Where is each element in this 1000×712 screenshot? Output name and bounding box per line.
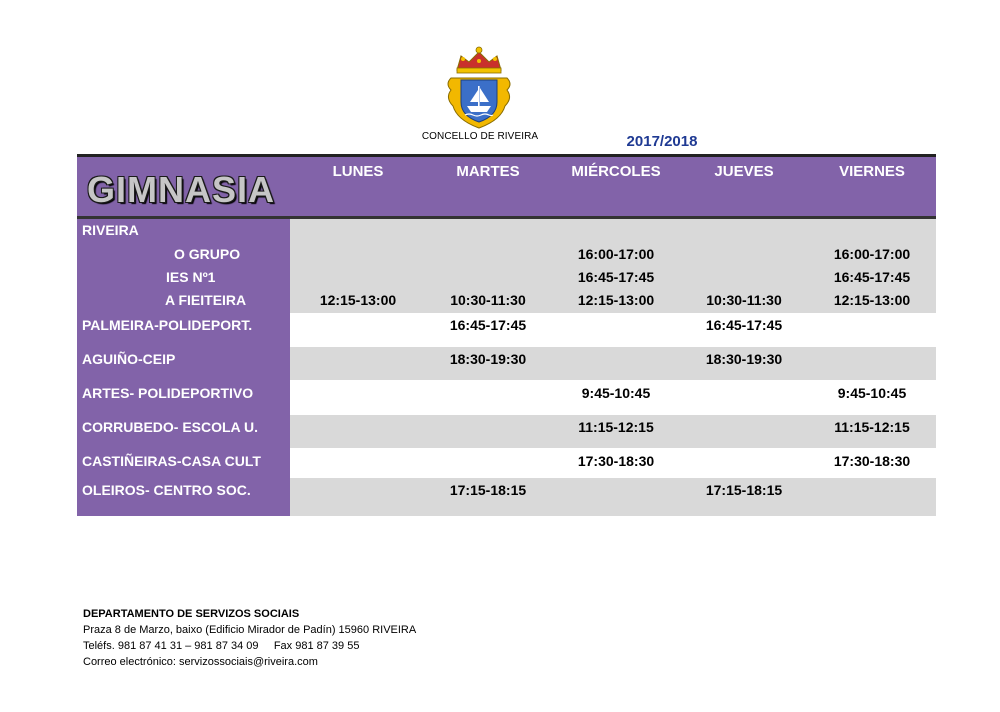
location-label: PALMEIRA-POLIDEPORT. — [82, 317, 253, 333]
department-name: DEPARTAMENTO DE SERVIZOS SOCIAIS — [83, 608, 300, 620]
time-cell: 17:30-18:30 — [577, 453, 655, 469]
day-header-monday: LUNES — [332, 163, 384, 180]
coat-of-arms-logo — [443, 44, 515, 130]
time-cell: 16:00-17:00 — [833, 246, 911, 262]
location-label: OLEIROS- CENTRO SOC. — [82, 482, 251, 498]
time-cell: 17:15-18:15 — [705, 482, 783, 498]
row-band — [290, 347, 936, 380]
location-label: IES Nº1 — [166, 269, 216, 285]
time-cell: 12:15-13:00 — [577, 292, 655, 308]
contact-footer — [83, 606, 416, 670]
table-header — [77, 157, 936, 219]
location-label: CASTIÑEIRAS-CASA CULT — [82, 453, 261, 469]
time-cell: 17:30-18:30 — [833, 453, 911, 469]
day-header-thursday: JUEVES — [714, 163, 774, 180]
location-label: CORRUBEDO- ESCOLA U. — [82, 419, 259, 435]
time-cell: 18:30-19:30 — [705, 351, 783, 367]
location-label: A FIEITEIRA — [165, 292, 247, 308]
row-band — [290, 478, 936, 516]
gym-schedule-table — [77, 154, 936, 516]
email-line: Correo electrónico: servizossociais@riveira.com — [83, 656, 318, 668]
time-cell: 10:30-11:30 — [450, 292, 526, 308]
time-cell: 9:45-10:45 — [581, 385, 651, 401]
time-cell: 16:00-17:00 — [577, 246, 655, 262]
time-cell: 10:30-11:30 — [706, 292, 782, 308]
time-cell: 18:30-19:30 — [449, 351, 527, 367]
day-header-friday: VIERNES — [839, 163, 905, 180]
municipality-name: CONCELLO DE RIVEIRA — [421, 131, 539, 142]
location-column — [77, 219, 290, 516]
address-line: Praza 8 de Marzo, baixo (Edificio Mirador de Padín) 15960 RIVEIRA — [83, 624, 417, 636]
time-cell: 16:45-17:45 — [705, 317, 783, 333]
school-year: 2017/2018 — [626, 133, 698, 150]
day-header-wednesday: MIÉRCOLES — [571, 163, 661, 180]
location-label: ARTES- POLIDEPORTIVO — [82, 385, 254, 401]
time-cell: 16:45-17:45 — [833, 269, 911, 285]
time-cell: 16:45-17:45 — [577, 269, 655, 285]
phone-line: Teléfs. 981 87 41 31 – 981 87 34 09 Fax 981 87 39 55 — [83, 640, 360, 652]
time-cell: 12:15-13:00 — [319, 292, 397, 308]
time-cell: 11:15-12:15 — [834, 419, 910, 435]
time-cell: 9:45-10:45 — [837, 385, 907, 401]
location-label: O GRUPO — [174, 246, 241, 262]
time-cell: 11:15-12:15 — [578, 419, 654, 435]
time-cell: 17:15-18:15 — [449, 482, 527, 498]
day-header-tuesday: MARTES — [456, 163, 520, 180]
location-label: AGUIÑO-CEIP — [82, 351, 176, 367]
time-cell: 16:45-17:45 — [449, 317, 527, 333]
time-cell: 12:15-13:00 — [833, 292, 911, 308]
table-title: GIMNASIA — [87, 169, 275, 210]
location-label: RIVEIRA — [82, 222, 139, 238]
